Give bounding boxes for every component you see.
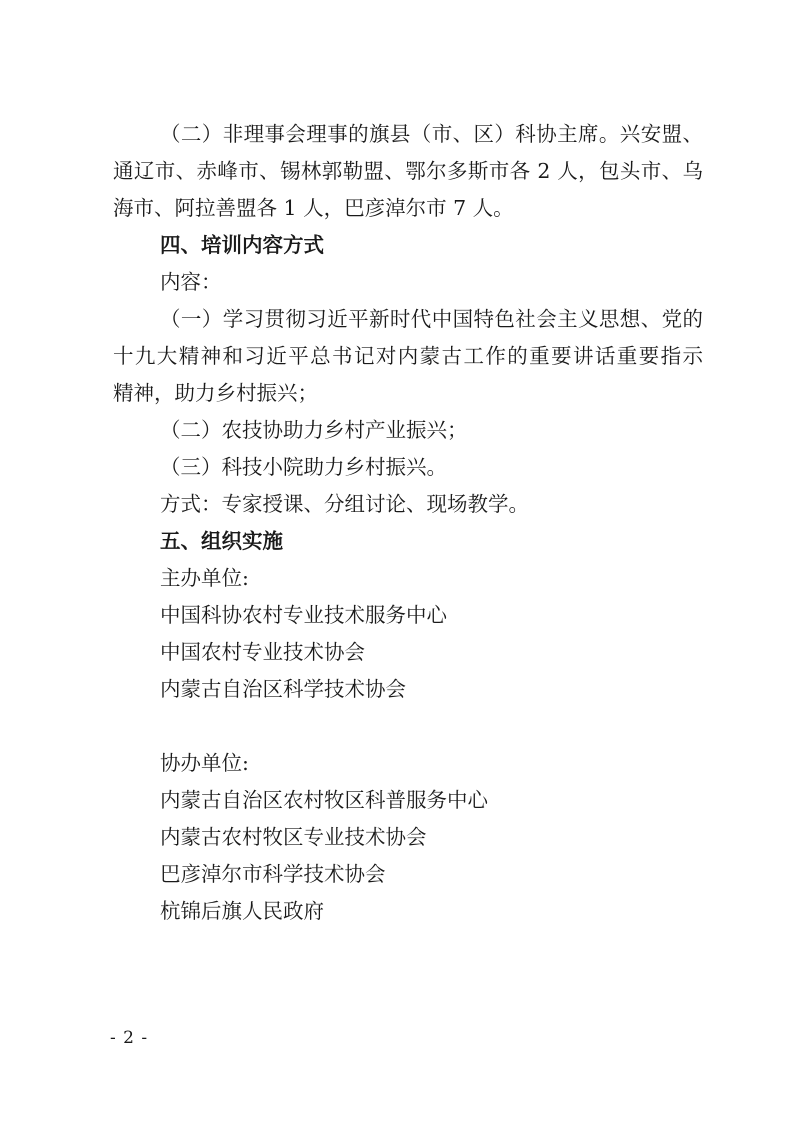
section4-method: 方式：专家授课、分组讨论、现场教学。 [160,492,529,516]
organizer-item: 中国农村专业技术协会 [160,640,365,664]
co-organizer-item: 内蒙古农村牧区专业技术协会 [160,825,427,849]
section3-item2-line1: （二）非理事会理事的旗县（市、区）科协主席。兴安盟、 [160,122,703,146]
section5-heading: 五、组织实施 [160,529,283,553]
section4-heading: 四、培训内容方式 [160,233,324,257]
page-number: - 2 - [110,1028,149,1048]
section3-item2-line2: 通辽市、赤峰市、锡林郭勒盟、鄂尔多斯市各 2 人，包头市、乌 [113,159,703,183]
section4-item2: （二）农技协助力乡村产业振兴； [160,418,468,442]
co-organizers-label: 协办单位: [160,751,249,775]
organizer-item: 内蒙古自治区科学技术协会 [160,677,406,701]
section4-item1-line2: 十九大精神和习近平总书记对内蒙古工作的重要讲话重要指示 [113,344,703,368]
co-organizer-item: 杭锦后旗人民政府 [160,899,324,923]
section4-item1-line3: 精神，助力乡村振兴； [113,381,318,405]
co-organizer-item: 内蒙古自治区农村牧区科普服务中心 [160,788,488,812]
section4-item1-line1: （一）学习贯彻习近平新时代中国特色社会主义思想、党的 [160,307,703,331]
co-organizer-item: 巴彦淖尔市科学技术协会 [160,862,386,886]
section4-content-label: 内容： [160,270,222,294]
organizers-label: 主办单位: [160,566,249,590]
section4-item3: （三）科技小院助力乡村振兴。 [160,455,447,479]
organizer-item: 中国科协农村专业技术服务中心 [160,603,447,627]
section3-item2-line3: 海市、阿拉善盟各 1 人，巴彦淖尔市 7 人。 [113,196,514,220]
